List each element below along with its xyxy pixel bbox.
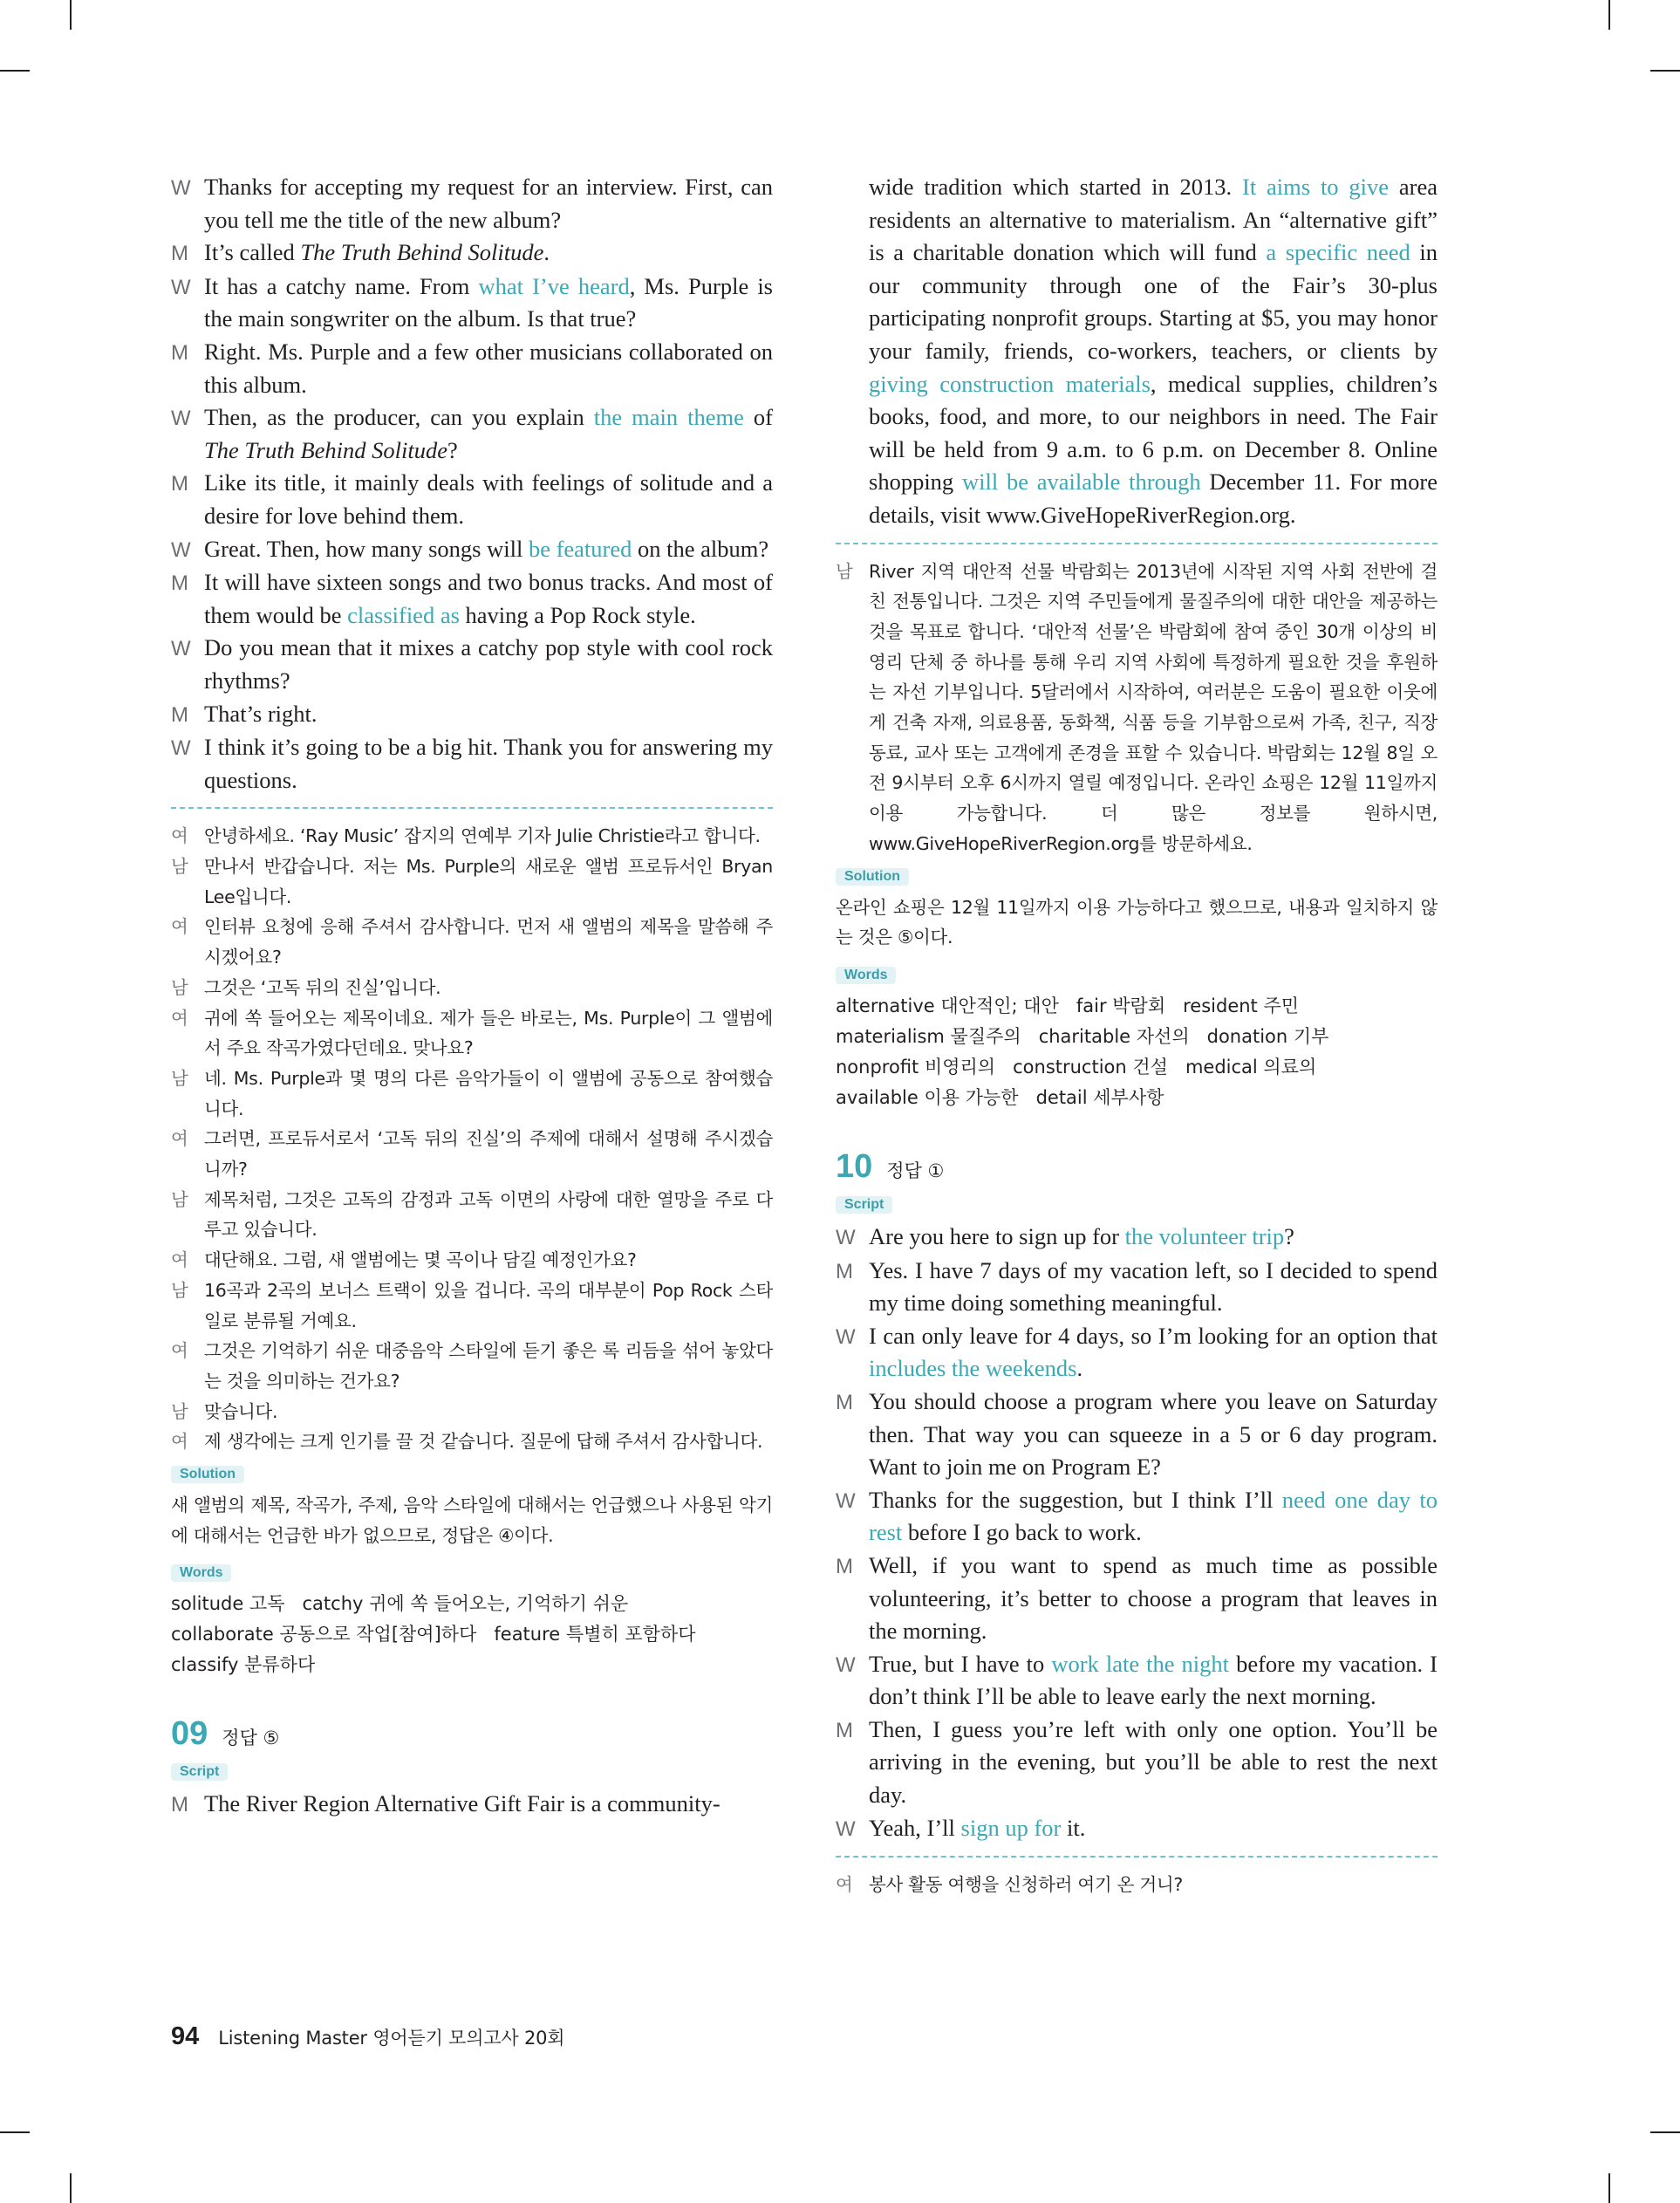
dialogue-line — [836, 1320, 1438, 1385]
crop-mark — [70, 0, 72, 30]
vocab-item: medical 의료의 — [1185, 1056, 1317, 1078]
line-text: 그것은 기억하기 쉬운 대중음악 스타일에 듣기 좋은 록 리듬을 섞어 놓았다는 것을 의미하는 건가요? — [204, 1340, 773, 1392]
dialogue-line — [836, 1484, 1438, 1550]
dialogue-line — [171, 467, 773, 532]
line-text: Then, I guess you’re left with only one option. You’ll be arriving in the evening, but you’ll be able to rest the next day. — [869, 1715, 1438, 1809]
crop-mark — [70, 2173, 72, 2203]
speaker: W — [836, 1816, 856, 1841]
translation-line — [171, 1003, 773, 1064]
line-text: 맞습니다. — [204, 1400, 278, 1422]
crop-mark — [0, 2131, 30, 2133]
vocabulary-list — [171, 1589, 773, 1680]
dialogue-line — [836, 1550, 1438, 1648]
line-text: Yes. I have 7 days of my vacation left, so I decided to spend my time doing something meaningful. — [869, 1256, 1438, 1317]
translation-line — [171, 1336, 773, 1396]
line-text: I can only leave for 4 days, so I’m looking for an option that includes the weekends. — [869, 1322, 1438, 1382]
vocab-line — [171, 1650, 773, 1680]
speaker: W — [836, 1488, 856, 1513]
line-text: True, but I have to work late the night before my vacation. I don’t think I’ll be able to leave early the next morning. — [869, 1650, 1438, 1710]
korean-translation-q08 — [171, 821, 773, 1457]
line-text: 안녕하세요. ‘Ray Music’ 잡지의 연예부 기자 Julie Christie라고 합니다. — [204, 825, 761, 847]
line-text: 그러면, 프로듀서로서 ‘고독 뒤의 진실’의 주제에 대해서 설명해 주시겠습니까? — [204, 1128, 773, 1180]
script-label: Script — [171, 1763, 228, 1781]
vocab-line — [836, 991, 1438, 1022]
line-text: Great. Then, how many songs will be featured on the album? — [204, 535, 769, 562]
translation-line — [171, 1397, 773, 1427]
right-column — [836, 171, 1438, 1900]
line-text: Well, if you want to spend as much time as possible volunteering, it’s better to choose a program that leaves in the morning. — [869, 1551, 1438, 1645]
vocab-line — [836, 1052, 1438, 1083]
speaker: 여 — [171, 1249, 188, 1271]
question-number: 10 — [836, 1147, 873, 1185]
translation-line — [171, 852, 773, 912]
crop-mark — [1608, 0, 1610, 30]
vocab-item: nonprofit 비영리의 — [836, 1056, 996, 1078]
speaker: M — [171, 702, 188, 727]
line-text: Thanks for accepting my request for an interview. First, can you tell me the title of the new album? — [204, 174, 773, 233]
crop-mark — [1608, 2173, 1610, 2203]
speaker: 여 — [171, 825, 188, 847]
dialogue-line — [836, 1221, 1438, 1255]
speaker: 여 — [171, 1431, 188, 1453]
vocab-item: collaborate 공동으로 작업[참여]하다 — [171, 1624, 477, 1645]
line-text: It will have sixteen songs and two bonus tracks. And most of them would be classified as having a Pop Rock style. — [204, 569, 773, 628]
speaker: W — [171, 275, 191, 299]
vocab-item: detail 세부사항 — [1035, 1086, 1164, 1108]
crop-mark — [0, 70, 30, 72]
line-text: 만나서 반갑습니다. 저는 Ms. Purple의 새로운 앨범 프로듀서인 Bryan Lee입니다. — [204, 855, 773, 907]
translation-line — [171, 1124, 773, 1184]
vocab-item: available 이용 가능한 — [836, 1086, 1019, 1108]
speaker: 남 — [171, 1067, 188, 1089]
vocab-item: catchy 귀에 쏙 들어오는, 기억하기 쉬운 — [302, 1593, 629, 1615]
speaker: M — [836, 1390, 853, 1414]
dialogue-line — [171, 1788, 773, 1822]
speaker: M — [836, 1259, 853, 1283]
dialogue-line — [171, 533, 773, 567]
speaker: 여 — [171, 1128, 188, 1150]
vocab-line — [171, 1619, 773, 1650]
page-number: 94 — [171, 2022, 200, 2050]
line-text: 봉사 활동 여행을 신청하러 여기 온 거니? — [869, 1874, 1183, 1896]
dialogue-q10 — [836, 1221, 1438, 1845]
solution-text: 새 앨범의 제목, 작곡가, 주제, 음악 스타일에 대해서는 언급했으나 사용된 악기에 대해서는 언급한 바가 없으므로, 정답은 ④이다. — [171, 1495, 773, 1546]
line-text: 인터뷰 요청에 응해 주셔서 감사합니다. 먼저 새 앨범의 제목을 말씀해 주시겠어요? — [204, 916, 773, 968]
speaker: M — [836, 1554, 853, 1578]
words-label: Words — [171, 1564, 231, 1582]
speaker: M — [171, 242, 188, 266]
speaker: W — [171, 537, 191, 562]
vocab-item: classify 분류하다 — [171, 1654, 316, 1676]
line-text: Yeah, I’ll sign up for it. — [869, 1814, 1086, 1841]
crop-mark — [1650, 70, 1680, 72]
vocab-item: materialism 물질주의 — [836, 1025, 1021, 1047]
vocab-line — [836, 1083, 1438, 1113]
speaker: 여 — [171, 1340, 188, 1362]
speaker: W — [836, 1225, 856, 1249]
line-text: It has a catchy name. From what I’ve heard, Ms. Purple is the main songwriter on the album. Is that true? — [204, 272, 773, 332]
speaker: 남 — [171, 1400, 188, 1422]
line-text: That’s right. — [204, 700, 318, 727]
speaker: 남 — [171, 855, 188, 877]
divider — [171, 807, 773, 809]
translation-line — [171, 1185, 773, 1245]
line-text: Right. Ms. Purple and a few other musicians collaborated on this album. — [204, 338, 773, 398]
speaker: W — [171, 407, 191, 431]
dialogue-line — [171, 731, 773, 797]
line-text: 제목처럼, 그것은 고독의 감정과 고독 이면의 사랑에 대한 열망을 주로 다루고 있습니다. — [204, 1188, 773, 1241]
speaker: 여 — [836, 1874, 853, 1896]
dialogue-line — [171, 270, 773, 336]
translation-line — [171, 1245, 773, 1276]
vocab-item: feature 특별히 포함하다 — [494, 1624, 696, 1645]
speaker: 여 — [171, 916, 188, 938]
line-text: You should choose a program where you leave on Saturday then. That way you can squeeze in a 5 or 6 day program. Want to join me on Program E? — [869, 1387, 1438, 1481]
words-label: Words — [836, 967, 896, 984]
dialogue-line — [171, 171, 773, 236]
line-text: Like its title, it mainly deals with feelings of solitude and a desire for love behind them. — [204, 469, 773, 529]
line-text: 귀에 쏙 들어오는 제목이네요. 제가 들은 바로는, Ms. Purple이 그 앨범에서 주요 작곡가였다던데요. 맞나요? — [204, 1007, 773, 1059]
translation-line — [171, 1426, 773, 1457]
divider — [836, 1856, 1438, 1857]
script-continuation: wide tradition which started in 2013. It aims to give area residents an alternative to materialism. An “alternative gift” is a charitable donation which will fund a specific need in our community through one of the Fair’s 30-plus participating nonprofit groups. Starting at $5, you may honor your family, friends, co-workers, teachers, or clients by giving construction materials, medical supplies, children’s books, food, and more, to our neighbors in need. The Fair will be held from 9 a.m. to 6 p.m. on December 8. Online shopping will be available through December 11. For more details, visit www.GiveHopeRiverRegion.org. — [869, 174, 1438, 528]
script-label: Script — [836, 1196, 892, 1214]
speaker: 남 — [836, 560, 853, 582]
speaker: W — [836, 1652, 856, 1677]
answer-label: 정답 ⑤ — [222, 1728, 280, 1749]
dialogue-line — [171, 401, 773, 467]
dialogue-line — [836, 1648, 1438, 1714]
line-text: Then, as the producer, can you explain the main theme of The Truth Behind Solitude? — [204, 404, 773, 463]
dialogue-line — [836, 1385, 1438, 1484]
speaker: W — [171, 637, 191, 661]
dialogue-q08 — [171, 171, 773, 797]
line-text: Thanks for the suggestion, but I think I’ll need one day to rest before I go back to work. — [869, 1486, 1438, 1546]
line-text: 16곡과 2곡의 보너스 트랙이 있을 겁니다. 곡의 대부분이 Pop Rock 스타일로 분류될 거예요. — [204, 1279, 773, 1331]
speaker: M — [171, 340, 188, 365]
left-column — [171, 171, 773, 1822]
divider — [836, 543, 1438, 544]
speaker: M — [171, 571, 188, 596]
vocab-item: donation 기부 — [1206, 1025, 1329, 1047]
book-title: Listening Master 영어듣기 모의고사 20회 — [218, 2028, 565, 2049]
translation-line — [171, 1064, 773, 1124]
vocab-item: resident 주민 — [1183, 995, 1300, 1016]
crop-mark — [1650, 2131, 1680, 2133]
translation-line — [171, 912, 773, 972]
translation-line — [171, 1276, 773, 1336]
line-text: The River Region Alternative Gift Fair is a community- — [204, 1790, 720, 1817]
line-text: Do you mean that it mixes a catchy pop style with cool rock rhythms? — [204, 634, 773, 694]
speaker: 남 — [171, 1188, 188, 1210]
speaker: M — [836, 1718, 853, 1742]
dialogue-line — [836, 1255, 1438, 1320]
line-text: 제 생각에는 크게 인기를 끌 것 같습니다. 질문에 답해 주셔서 감사합니다. — [204, 1431, 763, 1453]
speaker: 여 — [171, 1007, 188, 1029]
speaker: W — [836, 1324, 856, 1349]
line-text: I think it’s going to be a big hit. Thank you for answering my questions. — [204, 734, 773, 793]
speaker: M — [171, 1793, 188, 1817]
speaker: 남 — [171, 976, 188, 998]
translation-line — [171, 973, 773, 1003]
line-text: 그것은 ‘고독 뒤의 진실’입니다. — [204, 976, 441, 998]
solution-label: Solution — [171, 1466, 244, 1483]
speaker: M — [171, 472, 188, 496]
vocab-item: solitude 고독 — [171, 1593, 285, 1615]
answer-label: 정답 ① — [886, 1160, 945, 1181]
vocab-item: fair 박람회 — [1076, 995, 1166, 1016]
dialogue-line — [171, 632, 773, 697]
line-text: Are you here to sign up for the volunteer trip? — [869, 1222, 1294, 1249]
line-text: It’s called The Truth Behind Solitude. — [204, 239, 550, 266]
speaker: W — [171, 736, 191, 761]
solution-label: Solution — [836, 868, 909, 886]
translation-line — [171, 821, 773, 852]
question-header-09 — [171, 1715, 773, 1753]
speaker: W — [171, 176, 191, 200]
question-header-10 — [836, 1148, 1438, 1186]
vocab-item: alternative 대안적인; 대안 — [836, 995, 1059, 1016]
vocab-line — [836, 1022, 1438, 1052]
vocab-item: charitable 자선의 — [1038, 1025, 1190, 1047]
solution-text: 온라인 쇼핑은 12월 11일까지 이용 가능하다고 했으므로, 내용과 일치하지 않는 것은 ⑤이다. — [836, 896, 1438, 948]
dialogue-line — [836, 1714, 1438, 1812]
dialogue-line — [171, 566, 773, 632]
korean-translation-q10 — [836, 1870, 1438, 1900]
vocab-line — [171, 1589, 773, 1619]
vocab-item: construction 건설 — [1013, 1056, 1168, 1078]
line-text: 대단해요. 그럼, 새 앨범에는 몇 곡이나 담길 예정인가요? — [204, 1249, 637, 1271]
line-text: 네. Ms. Purple과 몇 명의 다른 음악가들이 이 앨범에 공동으로 참여했습니다. — [204, 1067, 773, 1119]
line-text: River 지역 대안적 선물 박람회는 2013년에 시작된 지역 사회 전반에 걸친 전통입니다. 그것은 지역 주민들에게 물질주의에 대한 대안을 제공하는 것을 목표로 합니다. ‘대안적 선물’은 박람회에 참여 중인 30개 이상의 비영리 단체 중 하나를 통해 우리 지역 사회에 특정하게 필요한 것을 후원하는 자선 기부입니다. 5달러에서 시작하여, 여러분은 도움이 필요한 이웃에게 건축 자재, 의료용품, 동화책, 식품 등을 기부함으로써 가족, 친구, 직장 동료, 교사 또는 고객에게 존경을 표할 수 있습니다. 박람회는 12월 8일 오전 9시부터 오후 6시까지 열릴 예정입니다. 온라인 쇼핑은 12월 11일까지 이용 가능합니다. 더 많은 정보를 원하시면, www.GiveHopeRiverRegion.org를 방문하세요. — [869, 560, 1438, 854]
dialogue-line — [171, 698, 773, 732]
vocabulary-list — [836, 991, 1438, 1113]
dialogue-line — [171, 336, 773, 401]
korean-translation-q09 — [836, 557, 1438, 859]
page-footer — [171, 2022, 564, 2051]
dialogue-line — [836, 1812, 1438, 1846]
question-number: 09 — [171, 1715, 208, 1753]
dialogue-line — [171, 236, 773, 270]
speaker: 남 — [171, 1279, 188, 1301]
